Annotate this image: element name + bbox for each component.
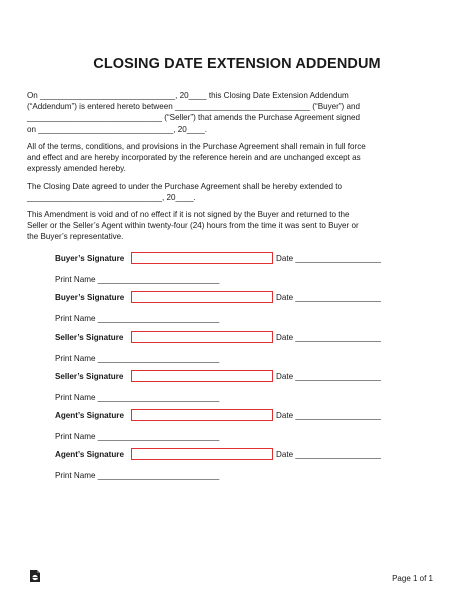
void-line-2: Seller or the Seller’s Agent within twenty-four (24) hours from the time it was sent to Buyer or <box>27 221 359 231</box>
print-name-field[interactable]: Print Name ___________________________ <box>55 314 220 323</box>
date-field[interactable]: Date ___________________ <box>276 333 381 342</box>
terms-paragraph <box>27 141 447 175</box>
agent-signature-row-2 <box>55 448 435 462</box>
buyer-signature-field[interactable] <box>131 252 273 264</box>
signature-label: Buyer’s Signature <box>55 254 125 263</box>
date-field[interactable]: Date ___________________ <box>276 372 381 381</box>
date-field[interactable]: Date ___________________ <box>276 411 381 420</box>
intro-paragraph <box>27 90 447 135</box>
signature-label: Agent’s Signature <box>55 450 124 459</box>
intro-line-4: on ______________________________, 20____. <box>27 124 208 134</box>
print-name-field[interactable]: Print Name ___________________________ <box>55 393 220 402</box>
agent-signature-row-1 <box>55 409 435 423</box>
intro-line-1: On ______________________________, 20____ this Closing Date Extension Addendum <box>27 91 349 100</box>
seller-signature-row-1 <box>55 331 435 345</box>
closing-date-line-2: ______________________________, 20____. <box>27 193 196 203</box>
void-line-1: This Amendment is void and of no effect if it is not signed by the Buyer and returned to the <box>27 210 350 219</box>
terms-line-2: and effect and are hereby incorporated by the reference herein and are unchanged except as <box>27 153 361 163</box>
print-name-field[interactable]: Print Name ___________________________ <box>55 354 220 363</box>
page-number: Page 1 of 1 <box>392 574 433 583</box>
eforms-logo-icon <box>28 569 42 583</box>
void-line-3: the Buyer’s representative. <box>27 232 124 242</box>
terms-line-1: All of the terms, conditions, and provisions in the Purchase Agreement shall remain in full force <box>27 142 366 151</box>
agent-signature-field[interactable] <box>131 448 273 460</box>
signature-label: Agent’s Signature <box>55 411 124 420</box>
seller-signature-row-2 <box>55 370 435 384</box>
date-field[interactable]: Date ___________________ <box>276 450 381 459</box>
seller-signature-field[interactable] <box>131 331 273 343</box>
buyer-signature-row-1 <box>55 252 435 266</box>
intro-line-2: (“Addendum”) is entered hereto between ______________________________ (“Buyer”) and <box>27 102 360 112</box>
closing-date-paragraph <box>27 181 447 203</box>
terms-line-3: expressly amended hereby. <box>27 164 126 174</box>
print-name-field[interactable]: Print Name ___________________________ <box>55 471 220 480</box>
closing-date-line-1: The Closing Date agreed to under the Purchase Agreement shall be hereby extended to <box>27 182 342 191</box>
signature-label: Seller’s Signature <box>55 333 124 342</box>
agent-signature-field[interactable] <box>131 409 273 421</box>
document-title: CLOSING DATE EXTENSION ADDENDUM <box>93 56 381 72</box>
date-field[interactable]: Date ___________________ <box>276 254 381 263</box>
void-clause-paragraph <box>27 209 447 243</box>
print-name-field[interactable]: Print Name ___________________________ <box>55 432 220 441</box>
intro-line-3: ______________________________ (“Seller”) that amends the Purchase Agreement signed <box>27 113 360 123</box>
print-name-field[interactable]: Print Name ___________________________ <box>55 275 220 284</box>
date-field[interactable]: Date ___________________ <box>276 293 381 302</box>
buyer-signature-field[interactable] <box>131 291 273 303</box>
seller-signature-field[interactable] <box>131 370 273 382</box>
signature-label: Seller’s Signature <box>55 372 124 381</box>
buyer-signature-row-2 <box>55 291 435 305</box>
signature-label: Buyer’s Signature <box>55 293 125 302</box>
